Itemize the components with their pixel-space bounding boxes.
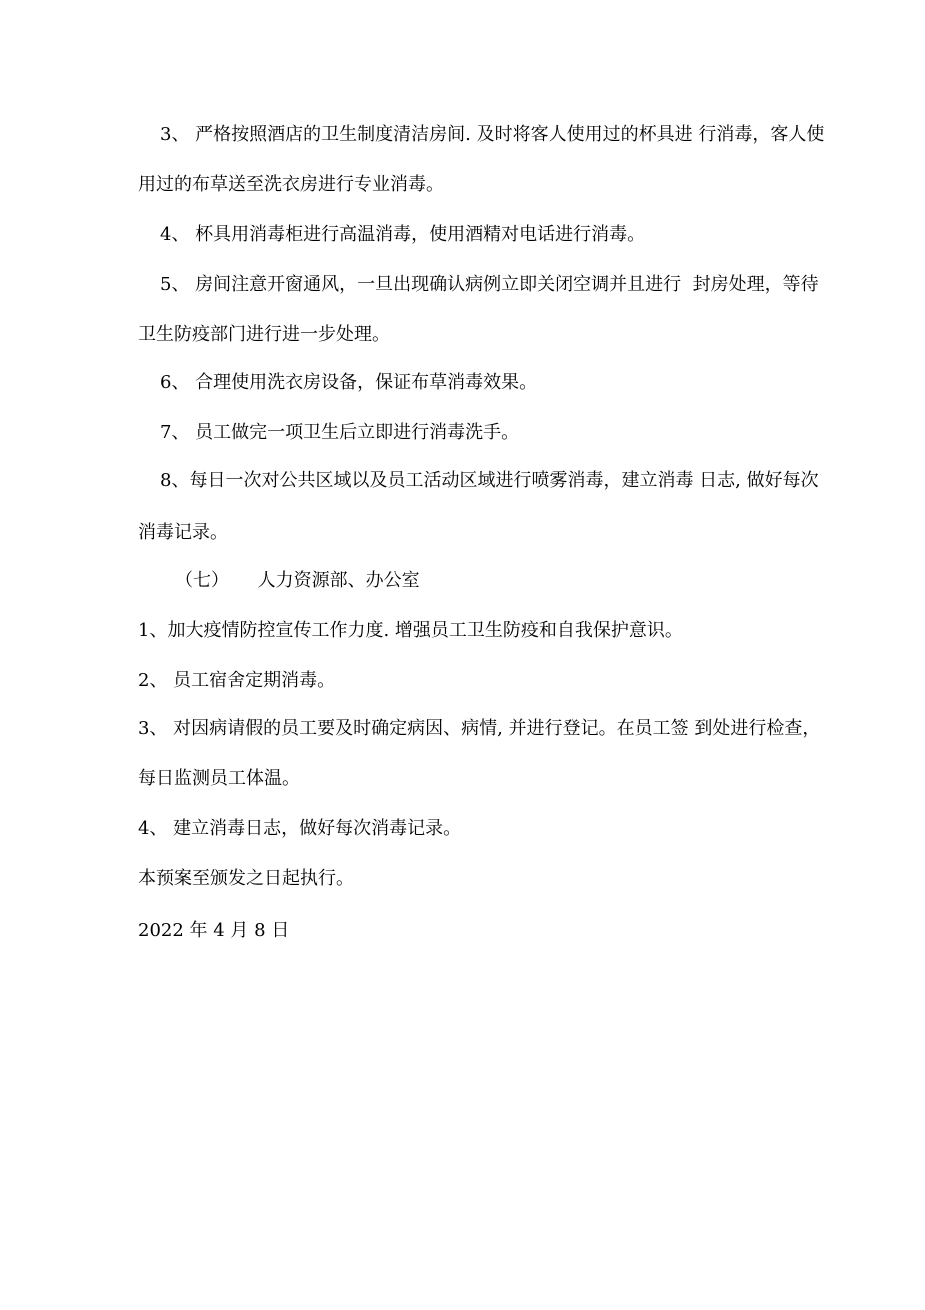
- item-3-line-2: 用过的布草送至洗衣房进行专业消毒。: [138, 174, 444, 195]
- hr-item-1-line: 1、加大疫情防控宣传工作力度. 增强员工卫生防疫和自我保护意识。: [138, 620, 683, 641]
- item-5-line-1: 5、 房间注意开窗通风，一旦出现确认病例立即关闭空调并且进行 封房处理，等待: [160, 274, 819, 295]
- hr-item-3-line-2: 每日监测员工体温。: [138, 768, 300, 789]
- document-date: 2022 年 4 月 8 日: [138, 920, 290, 941]
- item-8-line-2: 消毒记录。: [138, 522, 228, 543]
- hr-item-4-line: 4、 建立消毒日志，做好每次消毒记录。: [138, 818, 462, 839]
- item-4-line: 4、 杯具用消毒柜进行高温消毒，使用酒精对电话进行消毒。: [160, 224, 646, 245]
- item-6-line: 6、 合理使用洗衣房设备，保证布草消毒效果。: [160, 372, 538, 393]
- effective-statement: 本预案至颁发之日起执行。: [138, 868, 354, 889]
- hr-item-3-line-1: 3、 对因病请假的员工要及时确定病因、病情, 并进行登记。在员工签 到处进行检查，: [138, 718, 821, 739]
- section-heading-hr-office: （七） 人力资源部、办公室: [175, 570, 420, 591]
- item-3-line-1: 3、 严格按照酒店的卫生制度清洁房间. 及时将客人使用过的杯具进 行消毒，客人使: [160, 124, 825, 145]
- item-5-line-2: 卫生防疫部门进行进一步处理。: [138, 324, 390, 345]
- item-7-line: 7、 员工做完一项卫生后立即进行消毒洗手。: [160, 422, 520, 443]
- hr-item-2-line: 2、 员工宿舍定期消毒。: [138, 670, 336, 691]
- item-8-line-1: 8、每日一次对公共区域以及员工活动区域进行喷雾消毒，建立消毒 日志, 做好每次: [160, 470, 819, 491]
